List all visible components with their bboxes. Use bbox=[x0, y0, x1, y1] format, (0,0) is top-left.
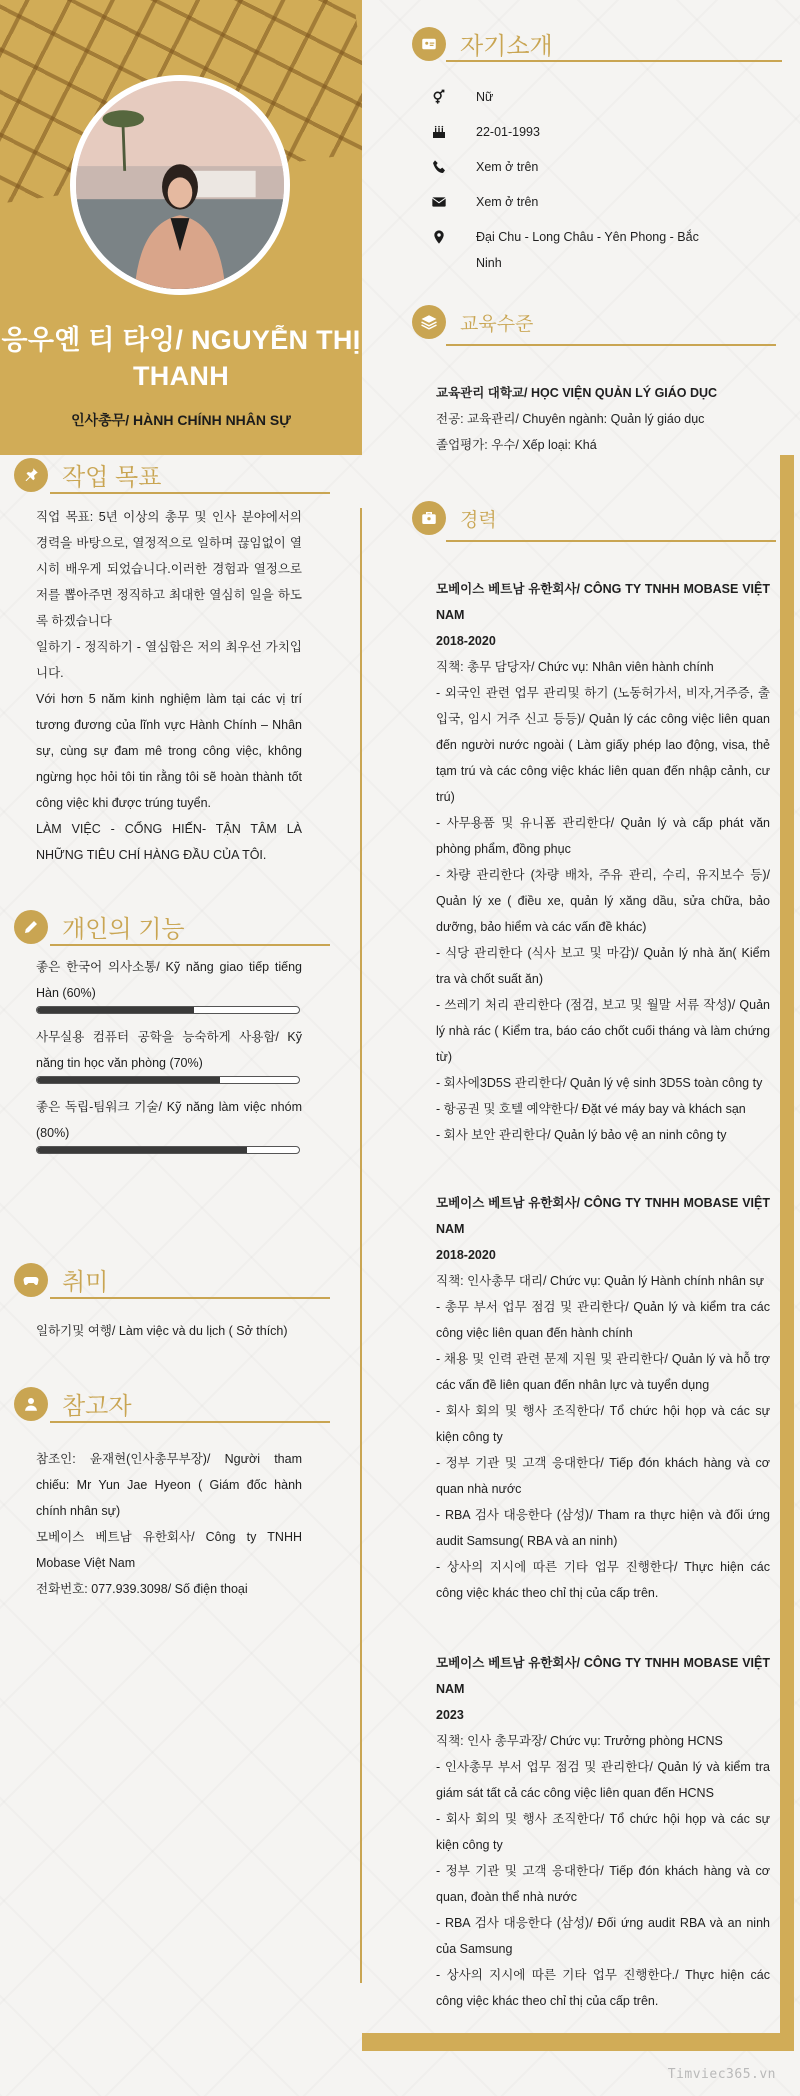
left-column-divider bbox=[360, 508, 362, 1983]
job-duty: - RBA 검사 대응한다 (삼성)/ Đối ứng audit RBA và an ninh của Samsung bbox=[436, 1916, 770, 1956]
job-duty: - 회사 보안 관리한다/ Quản lý bảo vệ an ninh công ty bbox=[436, 1128, 727, 1142]
job-company: 모베이스 베트남 유한회사/ CÔNG TY TNHH MOBASE VIỆT NAM bbox=[436, 582, 770, 622]
pin-icon bbox=[14, 458, 48, 492]
job-entry bbox=[436, 1650, 770, 2014]
job-role: 직책: 총무 담당자/ Chức vụ: Nhân viên hành chính bbox=[436, 660, 714, 674]
skill-bar bbox=[36, 1146, 300, 1154]
job-duty: - 총무 부서 업무 점검 및 관리한다/ Quản lý và kiểm tra các công việc liên quan đến hành chính bbox=[436, 1300, 770, 1340]
about-phone bbox=[428, 154, 538, 180]
job-duty: - RBA 검사 대응한다 (삼성)/ Tham ra thực hiện và đối ứng audit Samsung( RBA và an ninh) bbox=[436, 1508, 770, 1548]
experience-title: 경력 bbox=[460, 509, 497, 531]
watermark: Timviec365.vn bbox=[667, 2067, 776, 2082]
objective-paragraph: 직업 목표: 5년 이상의 총무 및 인사 분야에서의 경력을 바탕으로, 열정적으로 일하며 끊임없이 열시히 배우게 되었습니다.이러한 경험과 열정으로 저를 뽑아주면 정직하고 최대한 열심히 일을 하도록 하겠습니다 bbox=[36, 510, 302, 628]
references-heading bbox=[14, 1386, 132, 1421]
references-text bbox=[36, 1446, 302, 1602]
job-role: 직책: 인사 총무과장/ Chức vụ: Trưởng phòng HCNS bbox=[436, 1734, 723, 1748]
id-card-icon bbox=[412, 27, 446, 61]
skill-bar-fill bbox=[37, 1077, 220, 1083]
avatar bbox=[70, 75, 290, 295]
education-title: 교육수준 bbox=[460, 313, 534, 335]
skill-label: 사무실용 컴퓨터 공학을 능숙하게 사용함/ Kỹ năng tin học văn phòng (70%) bbox=[36, 1030, 302, 1070]
job-duty: - 회사에3D5S 관리한다/ Quản lý vệ sinh 3D5S toàn công ty bbox=[436, 1076, 763, 1090]
skill-label: 좋은 한국어 의사소통/ Kỹ năng giao tiếp tiếng Hàn (60%) bbox=[36, 960, 302, 1000]
job-entry bbox=[436, 1190, 770, 1606]
job-company: 모베이스 베트남 유한회사/ CÔNG TY TNHH MOBASE VIỆT NAM bbox=[436, 1196, 770, 1236]
about-email bbox=[428, 189, 538, 215]
gender-icon bbox=[428, 84, 450, 110]
about-gender bbox=[428, 84, 493, 110]
education-major: 전공: 교육관리/ Chuyên ngành: Quản lý giáo dục bbox=[436, 412, 705, 426]
about-title: 자기소개 bbox=[460, 33, 553, 60]
about-birthday-text: 22-01-1993 bbox=[476, 125, 540, 139]
about-address bbox=[428, 224, 708, 276]
education-underline bbox=[446, 344, 776, 346]
education-grade: 졸업평가: 우수/ Xếp loại: Khá bbox=[436, 438, 597, 452]
job-duty: - 차량 관리한다 (차량 배차, 주유 관리, 수리, 유지보수 등)/ Quản lý xe ( điều xe, quản lý xăng dầu, sửa chữa, bảo dưỡng, bảo hiểm và các vấn đề khác) bbox=[436, 868, 770, 934]
hobbies-text: 일하기및 여행/ Làm việc và du lịch ( Sở thích) bbox=[36, 1324, 288, 1338]
job-duty: - 채용 및 인력 관련 문제 지원 및 관리한다/ Quản lý và hỗ trợ các vấn đề liên quan đến nhân lực và tuyển dụng bbox=[436, 1352, 770, 1392]
job-duty: - 상사의 지시에 따른 기타 업무 진행한다./ Thực hiện các công việc khác theo chỉ thị của cấp trên. bbox=[436, 1968, 770, 2008]
about-birthday bbox=[428, 119, 540, 145]
education-school: 교육관리 대학교/ HỌC VIỆN QUẢN LÝ GIÁO DỤC bbox=[436, 386, 718, 400]
profile-name: 응우옌 티 타잉/ NGUYỄN THỊ THANH bbox=[1, 325, 361, 391]
job-duty: - 사무용품 및 유니폼 관리한다/ Quản lý và cấp phát văn phòng phẩm, đồng phục bbox=[436, 816, 770, 856]
job-duty: - 정부 기관 및 고객 응대한다/ Tiếp đón khách hàng và cơ quan, đoàn thể nhà nước bbox=[436, 1864, 770, 1904]
job-duty: - 쓰레기 처리 관리한다 (점검, 보고 및 월말 서류 작성)/ Quản lý nhà rác ( Kiểm tra, báo cáo chốt cuối tháng và làm chứng từ) bbox=[436, 998, 770, 1064]
about-phone-text: Xem ở trên bbox=[476, 160, 539, 174]
phone-icon bbox=[428, 154, 450, 180]
bottom-frame bbox=[362, 2033, 794, 2051]
skills-heading bbox=[14, 909, 185, 944]
briefcase-icon bbox=[412, 501, 446, 535]
person-icon bbox=[14, 1387, 48, 1421]
about-address-text: Đại Chu - Long Châu - Yên Phong - Bắc Ninh bbox=[476, 230, 699, 270]
pencil-icon bbox=[14, 910, 48, 944]
job-duty: - 정부 기관 및 고객 응대한다/ Tiếp đón khách hàng và cơ quan nhà nước bbox=[436, 1456, 770, 1496]
objective-underline bbox=[50, 492, 330, 494]
gamepad-icon bbox=[14, 1263, 48, 1297]
reference-line: 모베이스 베트남 유한회사/ Công ty TNHH Mobase Việt Nam bbox=[36, 1530, 302, 1570]
references-underline bbox=[50, 1421, 330, 1423]
job-year: 2018-2020 bbox=[436, 634, 496, 648]
objective-title: 작업 목표 bbox=[62, 464, 162, 491]
skill-bar-fill bbox=[37, 1147, 247, 1153]
education-heading bbox=[412, 305, 533, 339]
cake-icon bbox=[428, 119, 450, 145]
right-column-frame bbox=[780, 455, 794, 2051]
skills-title: 개인의 기능 bbox=[62, 916, 185, 943]
hobbies-underline bbox=[50, 1297, 330, 1299]
job-duty: - 회사 회의 및 행사 조직한다/ Tổ chức hội họp và các sự kiện công ty bbox=[436, 1404, 770, 1444]
experience-heading bbox=[412, 501, 497, 535]
job-year: 2018-2020 bbox=[436, 1248, 496, 1262]
job-duty: - 상사의 지시에 따른 기타 업무 진행한다/ Thực hiện các công việc khác theo chỉ thị của cấp trên. bbox=[436, 1560, 770, 1600]
job-duty: - 식당 관리한다 (식사 보고 및 마감)/ Quản lý nhà ăn( Kiểm tra và chốt suất ăn) bbox=[436, 946, 770, 986]
envelope-icon bbox=[428, 189, 450, 215]
reference-line: 전화번호: 077.939.3098/ Số điện thoại bbox=[36, 1582, 248, 1596]
about-heading bbox=[412, 26, 553, 61]
job-entry bbox=[436, 576, 770, 1148]
objective-paragraph: 일하기 - 정직하기 - 열심함은 저의 최우선 가치입니다. bbox=[36, 640, 302, 680]
job-role: 직책: 인사총무 대리/ Chức vụ: Quản lý Hành chính nhân sự bbox=[436, 1274, 765, 1288]
profile-header bbox=[0, 0, 362, 455]
avatar-photo bbox=[76, 81, 284, 289]
experience-underline bbox=[446, 540, 776, 542]
objective-text bbox=[36, 504, 302, 868]
skill-bar bbox=[36, 1006, 300, 1014]
references-title: 참고자 bbox=[62, 1393, 132, 1420]
job-duty: - 회사 회의 및 행사 조직한다/ Tổ chức hội họp và các sự kiện công ty bbox=[436, 1812, 770, 1852]
hobbies-title: 취미 bbox=[62, 1269, 109, 1296]
skill-bar bbox=[36, 1076, 300, 1084]
about-underline bbox=[446, 60, 782, 62]
objective-heading bbox=[14, 457, 161, 492]
objective-paragraph: Với hơn 5 năm kinh nghiệm làm tại các vị trí tương đương của lĩnh vực Hành Chính – Nhân sự, cùng sự đam mê trong công việc, không ngừng học hỏi tôi tin rằng tôi sẽ hoàn thành tốt công việc khi được trúng tuyển. bbox=[36, 692, 302, 810]
job-year: 2023 bbox=[436, 1708, 464, 1722]
about-gender-text: Nữ bbox=[476, 90, 494, 104]
layers-icon bbox=[412, 305, 446, 339]
map-pin-icon bbox=[428, 224, 450, 250]
job-duty: - 외국인 관련 업무 관리및 하기 (노동허가서, 비자,거주증, 출입국, 임시 거주 신고 등등)/ Quản lý các công việc liên quan đến người nước ngoài ( Làm giấy phép lao động, visa, thẻ tạm trú và các công việc khác liên quan đến nhập cảnh, cư trú) bbox=[436, 686, 770, 804]
skills-underline bbox=[50, 944, 330, 946]
job-duty: - 인사총무 부서 업무 점검 및 관리한다/ Quản lý và kiểm tra giám sát tất cả các công việc liên quan đến HCNS bbox=[436, 1760, 770, 1800]
job-duty: - 항공권 및 호텔 예약한다/ Đặt vé máy bay và khách sạn bbox=[436, 1102, 746, 1116]
about-email-text: Xem ở trên bbox=[476, 195, 539, 209]
profile-position: 인사총무/ HÀNH CHÍNH NHÂN SỰ bbox=[71, 412, 291, 428]
hobbies-heading bbox=[14, 1262, 108, 1297]
objective-paragraph: LÀM VIỆC - CỐNG HIẾN- TẬN TÂM LÀ NHỮNG TIÊU CHÍ HÀNG ĐẦU CỦA TÔI. bbox=[36, 822, 302, 862]
job-company: 모베이스 베트남 유한회사/ CÔNG TY TNHH MOBASE VIỆT NAM bbox=[436, 1656, 770, 1696]
skill-bar-fill bbox=[37, 1007, 194, 1013]
skill-label: 좋은 독립-팀워크 기술/ Kỹ năng làm việc nhóm (80%) bbox=[36, 1100, 302, 1140]
reference-line: 참조인: 윤재현(인사총무부장)/ Người tham chiếu: Mr Yun Jae Hyeon ( Giám đốc hành chính nhân sự) bbox=[36, 1452, 302, 1518]
